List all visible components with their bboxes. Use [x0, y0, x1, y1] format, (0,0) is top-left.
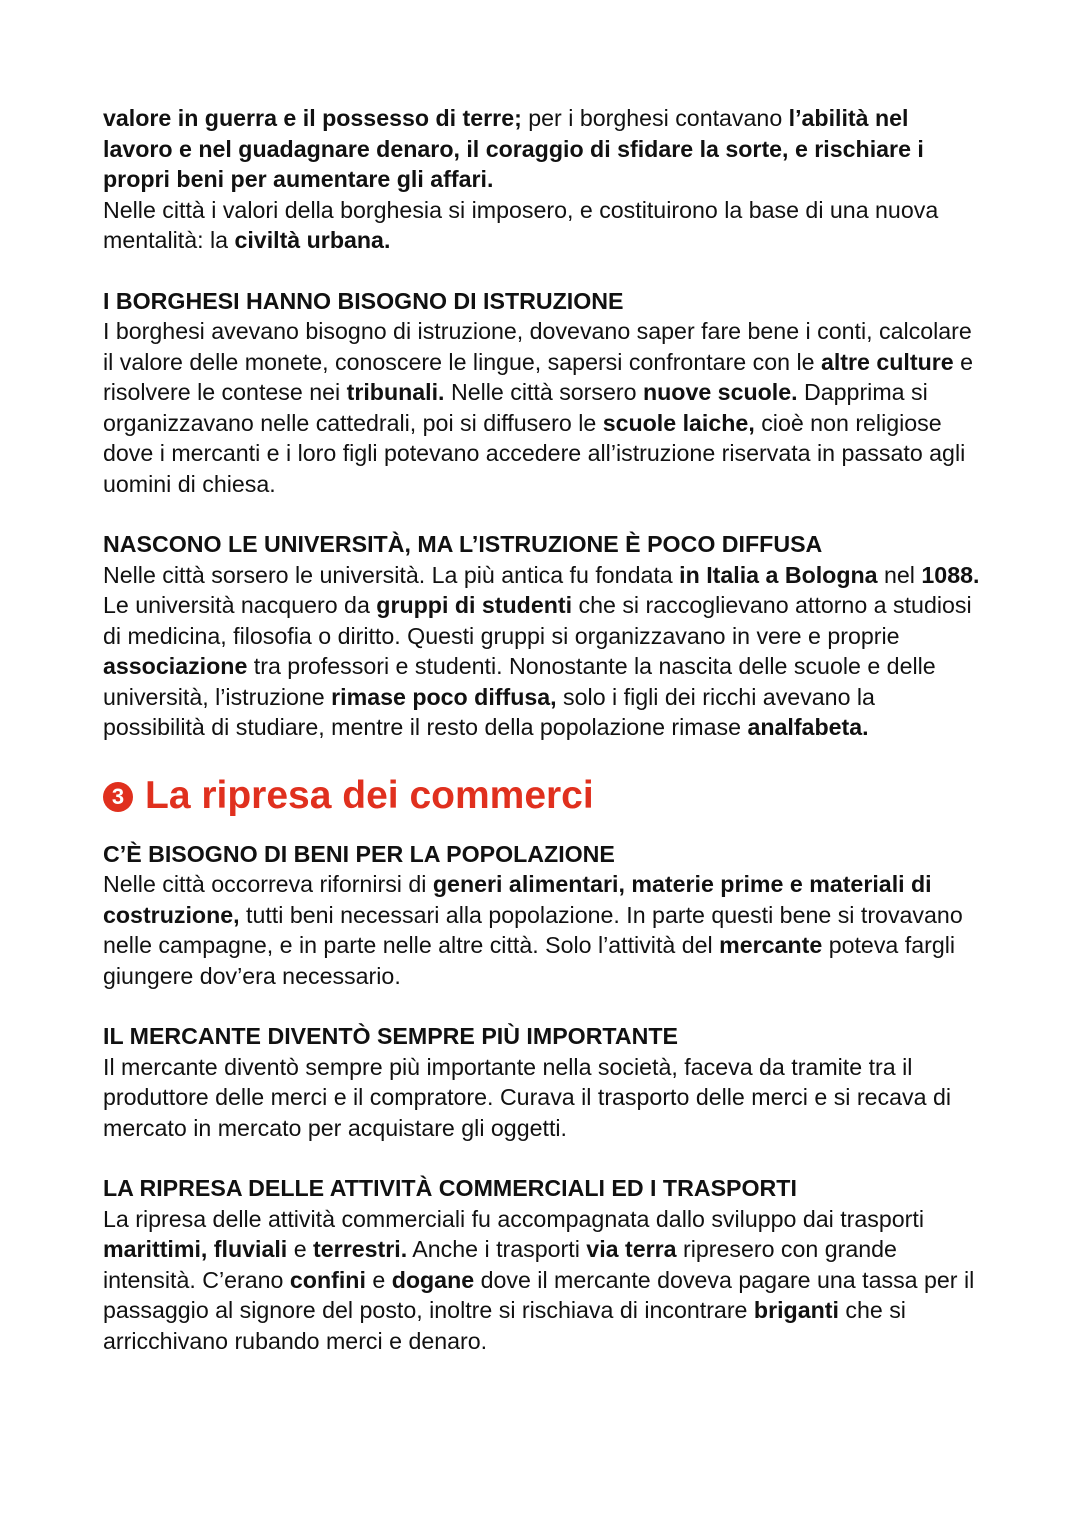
bold-text: tribunali.: [346, 379, 445, 405]
bold-text: terrestri.: [313, 1236, 408, 1262]
section-body: [103, 316, 983, 499]
section-heading: NASCONO LE UNIVERSITÀ, MA L’ISTRUZIONE È POCO DIFFUSA: [103, 531, 823, 557]
text-run: Nelle città i valori della borghesia si imposero, e costituirono la base di una nuova mentalità: la: [103, 196, 939, 253]
section-heading: I BORGHESI HANNO BISOGNO DI ISTRUZIONE: [103, 287, 624, 314]
text-run: e risolvere le contese nei: [103, 348, 974, 405]
text-run: nel: [877, 561, 922, 588]
bold-text: confini: [289, 1266, 366, 1293]
bold-text: dogane: [391, 1266, 475, 1293]
text-run: solo i figli dei ricchi avevano la possibilità di studiare, mentre il resto della popolazione rimase: [103, 683, 875, 740]
section-mercante: [103, 1021, 983, 1143]
intro-paragraph-2: [103, 195, 983, 256]
bold-text: valore in guerra e il possesso di terre;: [103, 105, 522, 131]
text-run: Il mercante diventò sempre più importante nella società, faceva da tramite tra il produttore delle merci e il compratore. Curava il trasporto delle merci e si recava di mercato in mercato per acquistare gli oggetti.: [103, 1053, 951, 1141]
bold-text: associazione: [103, 653, 248, 679]
bold-text: l’abilità nel lavoro e nel guadagnare denaro, il coraggio di sfidare la sorte, e rischiare i propri beni per aumentare gli affari.: [103, 105, 924, 192]
text-run: e: [365, 1266, 392, 1293]
section-heading: IL MERCANTE DIVENTÒ SEMPRE PIÙ IMPORTANTE: [103, 1023, 678, 1049]
section-heading: C’È BISOGNO DI BENI PER LA POPOLAZIONE: [103, 840, 615, 867]
text-run: ripresero con grande intensità. C’erano: [103, 1236, 897, 1293]
intro-paragraph-1: [103, 103, 983, 195]
chapter-title-text: La ripresa dei commerci: [145, 773, 594, 817]
section-body: [103, 560, 983, 743]
bold-text: via terra: [586, 1236, 677, 1262]
text-run: Nelle città sorsero: [444, 379, 643, 405]
text-run: Nelle città occorreva rifornirsi di: [103, 871, 433, 897]
text-run: Le università nacquero da: [103, 592, 377, 618]
bold-text: altre culture: [820, 348, 954, 375]
text-run: che si arricchivano rubando merci e denaro.: [103, 1297, 906, 1354]
text-run: cioè non religiose dove i mercanti e i loro figli potevano accedere all’istruzione riservata in passato agli uomini di chiesa.: [103, 409, 966, 497]
section-body: [103, 1052, 983, 1144]
bold-text: scuole laiche,: [602, 409, 755, 436]
section-trasporti: [103, 1173, 983, 1356]
bold-text: generi alimentari, materie prime e materiali di costruzione,: [103, 871, 932, 928]
bold-text: marittimi, fluviali: [103, 1236, 288, 1262]
text-run: che si raccoglievano attorno a studiosi di medicina, filosofia o diritto. Questi gruppi si organizzavano in vere e proprie: [103, 592, 972, 649]
text-run: La ripresa delle attività commerciali fu accompagnata dallo sviluppo dai trasporti: [103, 1205, 924, 1232]
bold-text: 1088.: [921, 561, 980, 588]
text-run: Anche i trasporti: [407, 1236, 587, 1262]
bold-text: civiltà urbana.: [234, 227, 391, 253]
chapter-title: [103, 773, 983, 819]
bold-text: mercante: [719, 932, 823, 958]
bold-text: analfabeta.: [747, 714, 869, 740]
section-universita: [103, 529, 983, 743]
text-run: Nelle città sorsero le università. La più antica fu fondata: [103, 561, 680, 588]
text-run: dove il mercante doveva pagare una tassa per il passaggio al signore del posto, inoltre si rischiava di incontrare: [103, 1266, 975, 1323]
section-beni: [103, 839, 983, 992]
text-run: poteva fargli giungere dov’era necessario.: [103, 932, 956, 989]
bold-text: rimase poco diffusa,: [331, 683, 557, 710]
section-body: [103, 869, 983, 991]
bold-text: gruppi di studenti: [376, 592, 573, 618]
bold-text: in Italia a Bologna: [679, 561, 878, 588]
intro-section: [103, 103, 983, 256]
text-run: Dapprima si organizzavano nelle cattedrali, poi si diffusero le: [103, 379, 928, 436]
section-istruzione: [103, 286, 983, 500]
text-run: I borghesi avevano bisogno di istruzione, dovevano saper fare bene i conti, calcolare il valore delle monete, conoscere le lingue, sapersi confrontare con le: [103, 318, 972, 375]
bold-text: briganti: [753, 1297, 839, 1323]
bold-text: nuove scuole.: [642, 379, 798, 405]
section-body: [103, 1204, 983, 1357]
chapter-number-badge: 3: [103, 782, 133, 812]
document-page: [103, 103, 983, 1386]
section-heading: LA RIPRESA DELLE ATTIVITÀ COMMERCIALI ED I TRASPORTI: [103, 1175, 797, 1201]
text-run: e: [287, 1236, 314, 1262]
text-run: tutti beni necessari alla popolazione. In parte questi bene si trovavano nelle campagne, e in parte nelle altre città. Solo l’attività del: [103, 901, 963, 958]
text-run: per i borghesi contavano: [521, 105, 789, 131]
text-run: tra professori e studenti. Nonostante la nascita delle scuole e delle università, l’istruzione: [103, 653, 936, 710]
